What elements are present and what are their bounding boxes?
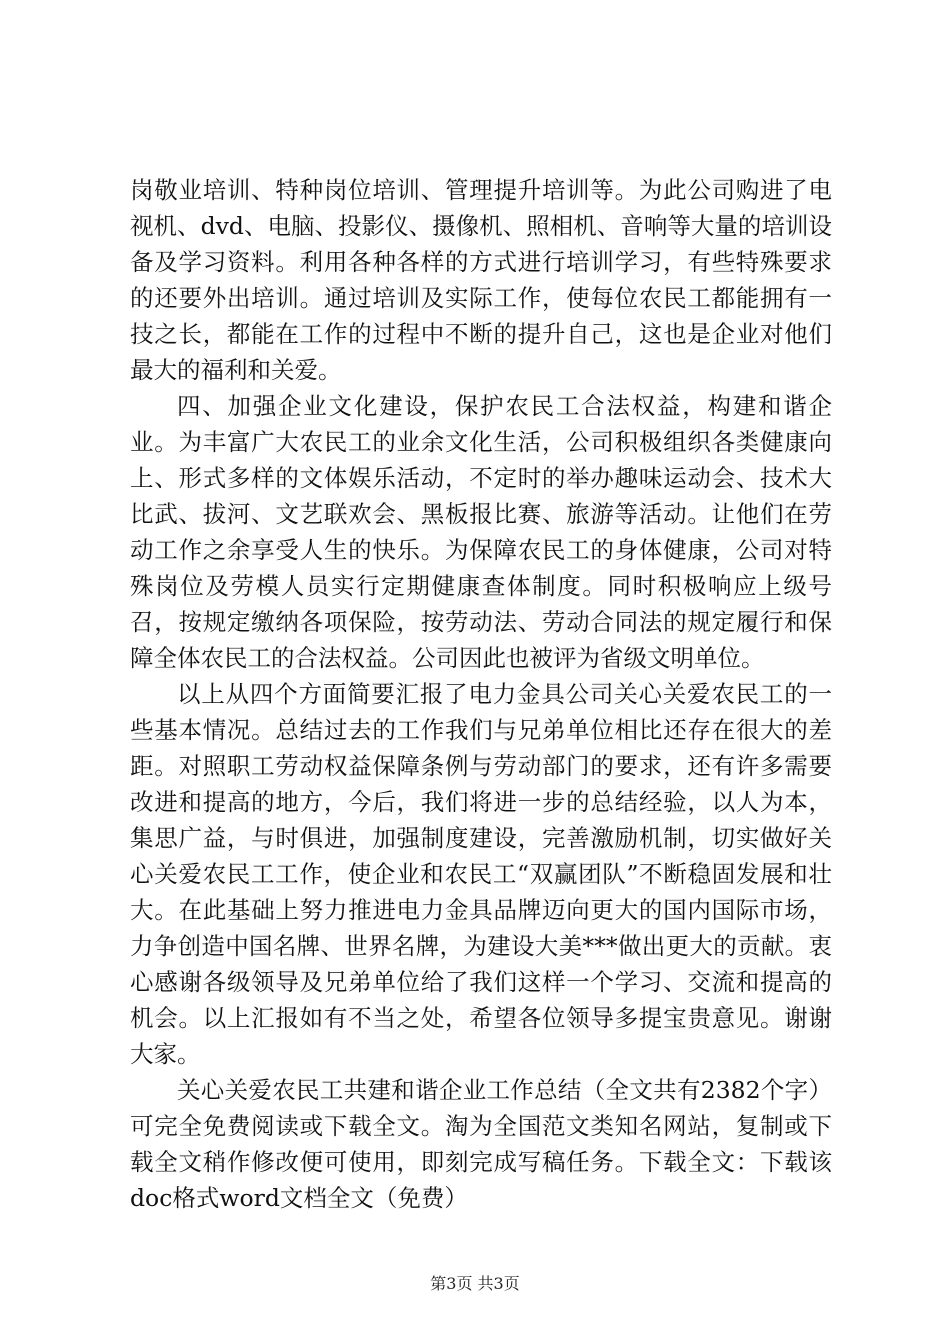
- paragraph-download-note: 关心关爱农民工共建和谐企业工作总结（全文共有2382个字）可完全免费阅读或下载全文。淘为全国范文类知名网站，复制或下载全文稍作修改便可使用，即刻完成写稿任务。下载全文：下载该doc格式word文档全文（免费）: [130, 1076, 832, 1212]
- paragraph-training: 岗敬业培训、特种岗位培训、管理提升培训等。为此公司购进了电视机、dvd、电脑、投影仪、摄像机、照相机、音响等大量的培训设备及学习资料。利用各种各样的方式进行培训学习，有些特殊要求的还要外出培训。通过培训及实际工作，使每位农民工都能拥有一技之长，都能在工作的过程中不断的提升自己，这也是企业对他们最大的福利和关爱。: [130, 176, 832, 384]
- document-body: [130, 172, 832, 1216]
- paragraph-summary: 以上从四个方面简要汇报了电力金具公司关心关爱农民工的一些基本情况。总结过去的工作我们与兄弟单位相比还存在很大的差距。对照职工劳动权益保障条例与劳动部门的要求，还有许多需要改进和提高的地方，今后，我们将进一步的总结经验，以人为本，集思广益，与时俱进，加强制度建设，完善激励机制，切实做好关心关爱农民工工作，使企业和农民工“双赢团队”不断稳固发展和壮大。在此基础上努力推进电力金具品牌迈向更大的国内国际市场，力争创造中国名牌、世界名牌，为建设大美***做出更大的贡献。衷心感谢各级领导及兄弟单位给了我们这样一个学习、交流和提高的机会。以上汇报如有不当之处，希望各位领导多提宝贵意见。谢谢大家。: [130, 680, 832, 1068]
- page-footer: [0, 1274, 950, 1294]
- page-number: 第3页 共3页: [430, 1274, 520, 1293]
- paragraph-culture: 四、加强企业文化建设，保护农民工合法权益，构建和谐企业。为丰富广大农民工的业余文化生活，公司积极组织各类健康向上、形式多样的文体娱乐活动，不定时的举办趣味运动会、技术大比武、拔河、文艺联欢会、黑板报比赛、旅游等活动。让他们在劳动工作之余享受人生的快乐。为保障农民工的身体健康，公司对特殊岗位及劳模人员实行定期健康查体制度。同时积极响应上级号召，按规定缴纳各项保险，按劳动法、劳动合同法的规定履行和保障全体农民工的合法权益。公司因此也被评为省级文明单位。: [130, 392, 832, 672]
